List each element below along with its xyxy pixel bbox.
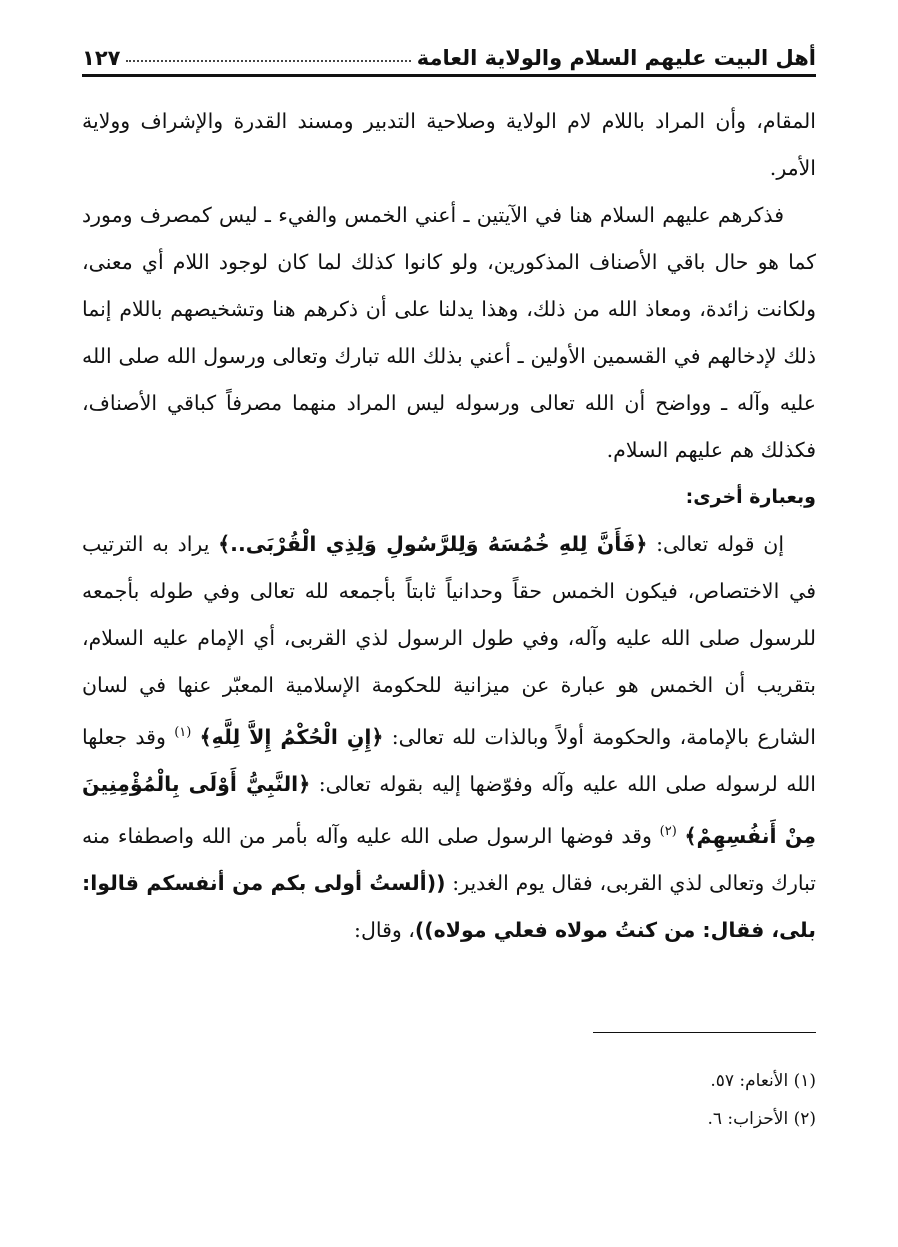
quran-verse-1: ﴿فَأَنَّ لِلهِ خُمُسَهُ وَلِلرَّسُولِ وَلِذِي الْقُرْبَى..﴾ <box>218 532 648 556</box>
p3-text-a: إن قوله تعالى: <box>647 532 785 556</box>
paragraph-3 <box>82 521 816 954</box>
footnotes <box>82 1062 816 1138</box>
paragraph-1: المقام، وأن المراد باللام لام الولاية وصلاحية التدبير ومسند القدرة والإشراف وولاية الأمر. <box>82 109 816 180</box>
subheading: وبعبارة أخرى: <box>685 486 816 508</box>
quran-verse-2: ﴿إِنِ الْحُكْمُ إِلاَّ لِلَّهِ﴾ <box>199 724 384 749</box>
header-leader-dots <box>126 60 410 62</box>
footnote-2: (٢) الأحزاب: ٦. <box>707 1109 816 1129</box>
paragraph-2: فذكرهم عليهم السلام هنا في الآيتين ـ أعني الخمس والفيء ـ ليس كمصرف ومورد كما هو حال باقي الأصناف المذكورين، ولو كانوا كذلك لما كان لوجود اللام أي معنى، ولكانت زائدة، ومعاذ الله من ذلك، وهذا يدلنا على أن ذكرهم هنا وتشخيصهم باللام إنما ذلك لإدخالهم في القسمين الأولين ـ أعني بذلك الله تبارك وتعالى ورسول الله صلى الله عليه وآله ـ وواضح أن الله تعالى ورسوله ليس المراد منهما مصرفاً كباقي الأصناف، فكذلك هم عليهم السلام. <box>82 203 816 462</box>
page-number: ١٢٧ <box>82 46 121 70</box>
footnote-separator <box>593 1032 816 1033</box>
footnote-ref-2: (٢) <box>659 823 677 839</box>
p3-text-e: ، وقال: <box>354 917 415 942</box>
footnote-ref-1: (١) <box>174 725 192 740</box>
p3-text-c: وقد جعلها الله لرسوله صلى الله عليه وآله وفوّضها إليه بقوله تعالى: <box>82 724 817 796</box>
quran-verse-3: ﴿النَّبِيُّ أَوْلَى بِالْمُؤْمِنِينَ مِنْ أَنفُسِهِمْ﴾ <box>82 771 816 848</box>
main-text <box>82 98 816 954</box>
running-header <box>82 34 816 77</box>
header-title: أهل البيت عليهم السلام والولاية العامة <box>416 46 816 70</box>
p3-text-d: وقد فوضها الرسول صلى الله عليه وآله بأمر من الله واصطفاء منه تبارك وتعالى لذي القربى، فقال يوم الغدير: <box>82 823 816 895</box>
hadith-quote: ((ألستُ أولى بكم من أنفسكم قالوا: بلى، فقال: من كنتُ مولاه فعلي مولاه)) <box>82 870 816 942</box>
p3-text-b: يراد به الترتيب في الاختصاص، فيكون الخمس حقاً وحدانياً ثابتاً بأجمعه لله تعالى وفي طوله بأجمعه للرسول صلى الله عليه وآله، وفي طول الرسول لذي القربى، أي الإمام عليه السلام، بتقريب أن الخمس هو عبارة عن ميزانية للحكومة الإسلامية المعبّر عنها في لسان الشارع بالإمامة، والحكومة أولاً وبالذات لله تعالى: <box>82 532 816 749</box>
footnote-1: (١) الأنعام: ٥٧. <box>710 1071 816 1091</box>
